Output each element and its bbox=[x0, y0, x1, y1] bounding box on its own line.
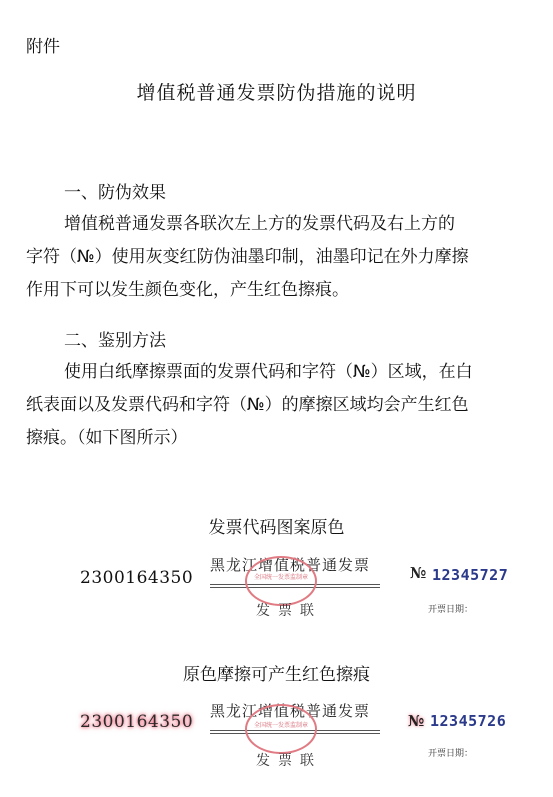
seal-text: 全国统一发票监制章 bbox=[253, 722, 308, 729]
section2-line: 擦痕。（如下图所示） bbox=[26, 428, 188, 448]
section1-heading: 一、防伪效果 bbox=[64, 183, 166, 203]
invoice-image-original bbox=[60, 548, 509, 636]
issue-date-label: 开票日期： bbox=[428, 749, 474, 759]
figure1-caption: 发票代码图案原色 bbox=[208, 518, 345, 538]
section1-line: 作用下可以发生颜色变化，产生红色擦痕。 bbox=[26, 280, 349, 300]
invoice-seal bbox=[245, 704, 317, 754]
invoice-subtitle: 发票联 bbox=[256, 603, 322, 619]
invoice-number: 12345727 bbox=[432, 566, 509, 584]
section1-body bbox=[26, 208, 526, 307]
seal-text: 全国统一发票监制章 bbox=[253, 574, 308, 581]
section2-body bbox=[26, 356, 526, 455]
number-symbol: № bbox=[410, 564, 427, 582]
invoice-title: 黑龙江增值税普通发票 bbox=[210, 702, 371, 720]
invoice-seal bbox=[245, 556, 317, 606]
section2-line: 使用白纸摩擦票面的发票代码和字符（№）区域，在白 bbox=[64, 362, 473, 382]
invoice-code: 2300164350 bbox=[80, 568, 194, 588]
section1-line: 增值税普通发票各联次左上方的发票代码及右上方的 bbox=[64, 214, 455, 234]
invoice-title: 黑龙江增值税普通发票 bbox=[210, 556, 371, 574]
document-title: 增值税普通发票防伪措施的说明 bbox=[136, 82, 417, 104]
section2-heading: 二、鉴别方法 bbox=[64, 331, 166, 351]
invoice-code: 2300164350 bbox=[80, 712, 194, 732]
invoice-subtitle: 发票联 bbox=[256, 753, 322, 769]
issue-date-label: 开票日期： bbox=[428, 605, 474, 615]
figure2-caption: 原色摩擦可产生红色擦痕 bbox=[183, 665, 370, 685]
invoice-number: 12345726 bbox=[430, 712, 507, 730]
invoice-image-rubbed bbox=[60, 694, 507, 782]
attachment-label: 附件 bbox=[26, 37, 60, 57]
number-symbol: № bbox=[408, 712, 425, 730]
section2-line: 纸表面以及发票代码和字符（№）的摩擦区域均会产生红色 bbox=[26, 395, 469, 415]
section1-line: 字符（№）使用灰变红防伪油墨印制，油墨印记在外力摩擦 bbox=[26, 247, 469, 267]
